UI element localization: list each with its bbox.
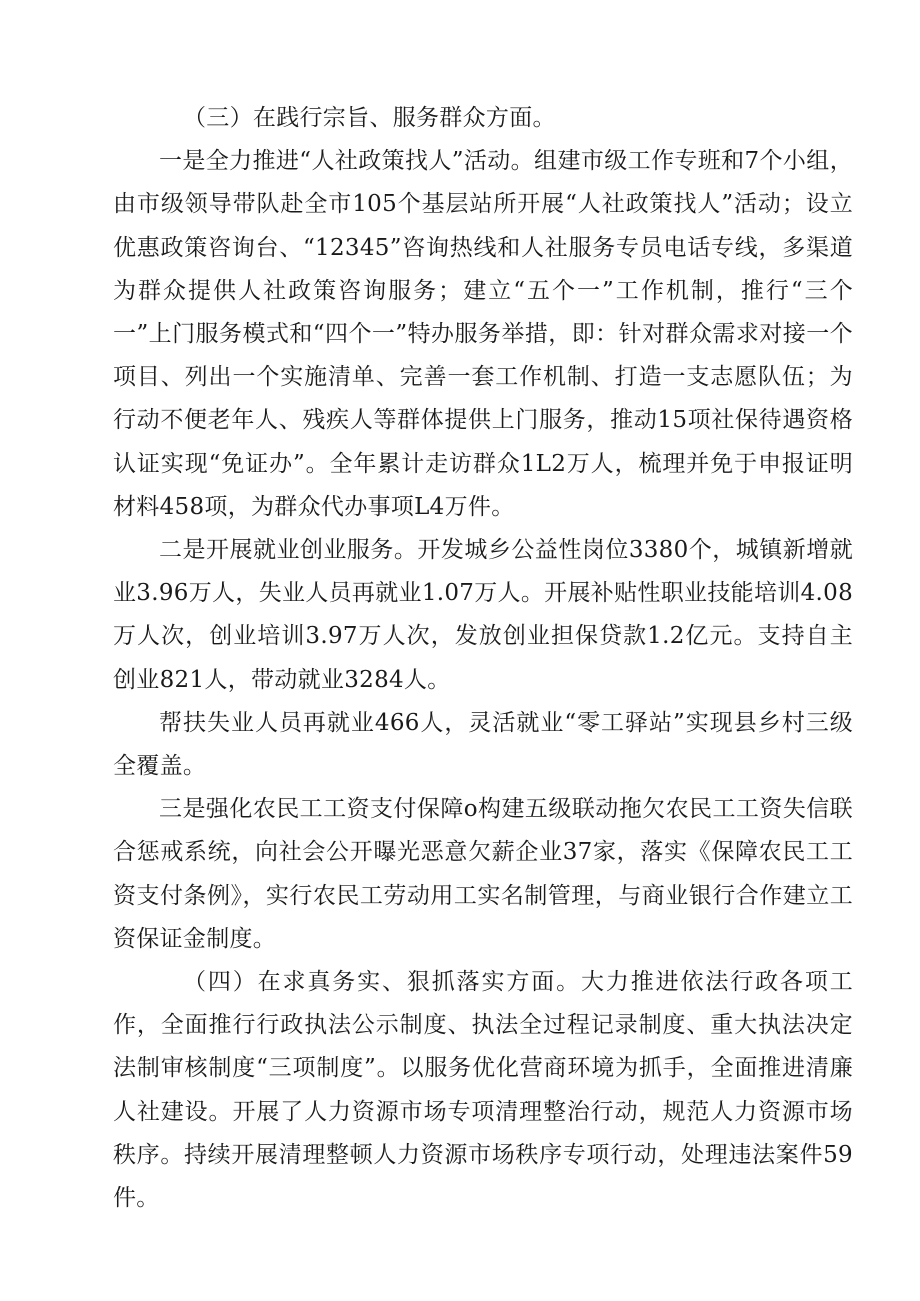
- paragraph-wage-protection: 三是强化农民工工资支付保障o构建五级联动拖欠农民工工资失信联合惩戒系统，向社会公开曝光恶意欠薪企业37家，落实《保障农民工工资支付条例》，实行农民工劳动用工实名制管理，与商业银行合作建立工资保证金制度。: [113, 796, 853, 952]
- paragraph-policy-outreach: 一是全力推进“人社政策找人”活动。组建市级工作专班和7个小组，由市级领导带队赴全市105个基层站所开展“人社政策找人”活动；设立优惠政策咨询台、“12345”咨询热线和人社服务专员电话专线，多渠道为群众提供人社政策咨询服务；建立“五个一”工作机制，推行“三个一”上门服务模式和“四个一”特办服务举措，即：针对群众需求对接一个项目、列出一个实施清单、完善一套工作机制、打造一支志愿队伍；为行动不便老年人、残疾人等群体提供上门服务，推动15项社保待遇资格认证实现“免证办”。全年累计走访群众1L2万人，梳理并免于申报证明材料458项，为群众代办事项L4万件。: [113, 148, 853, 520]
- paragraph-reemployment-assistance: 帮扶失业人员再就业466人，灵活就业“零工驿站”实现县乡村三级全覆盖。: [113, 709, 853, 780]
- document-body: [113, 97, 853, 1220]
- section-heading-three: （三）在践行宗旨、服务群众方面。: [183, 105, 556, 131]
- paragraph-employment-services: 二是开展就业创业服务。开发城乡公益性岗位3380个，城镇新增就业3.96万人，失业人员再就业1.07万人。开展补贴性职业技能培训4.08万人次，创业培训3.97万人次，发放创业担保贷款1.2亿元。支持自主创业821人，带动就业3284人。: [113, 537, 853, 693]
- section-heading-four: （四）在求真务实、狠抓落实方面。大力推进依法行政各项工作，全面推行行政执法公示制度、执法全过程记录制度、重大执法决定法制审核制度“三项制度”。以服务优化营商环境为抓手，全面推进清廉人社建设。开展了人力资源市场专项清理整治行动，规范人力资源市场秩序。持续开展清理整顿人力资源市场秩序专项行动，处理违法案件59件。: [113, 969, 853, 1212]
